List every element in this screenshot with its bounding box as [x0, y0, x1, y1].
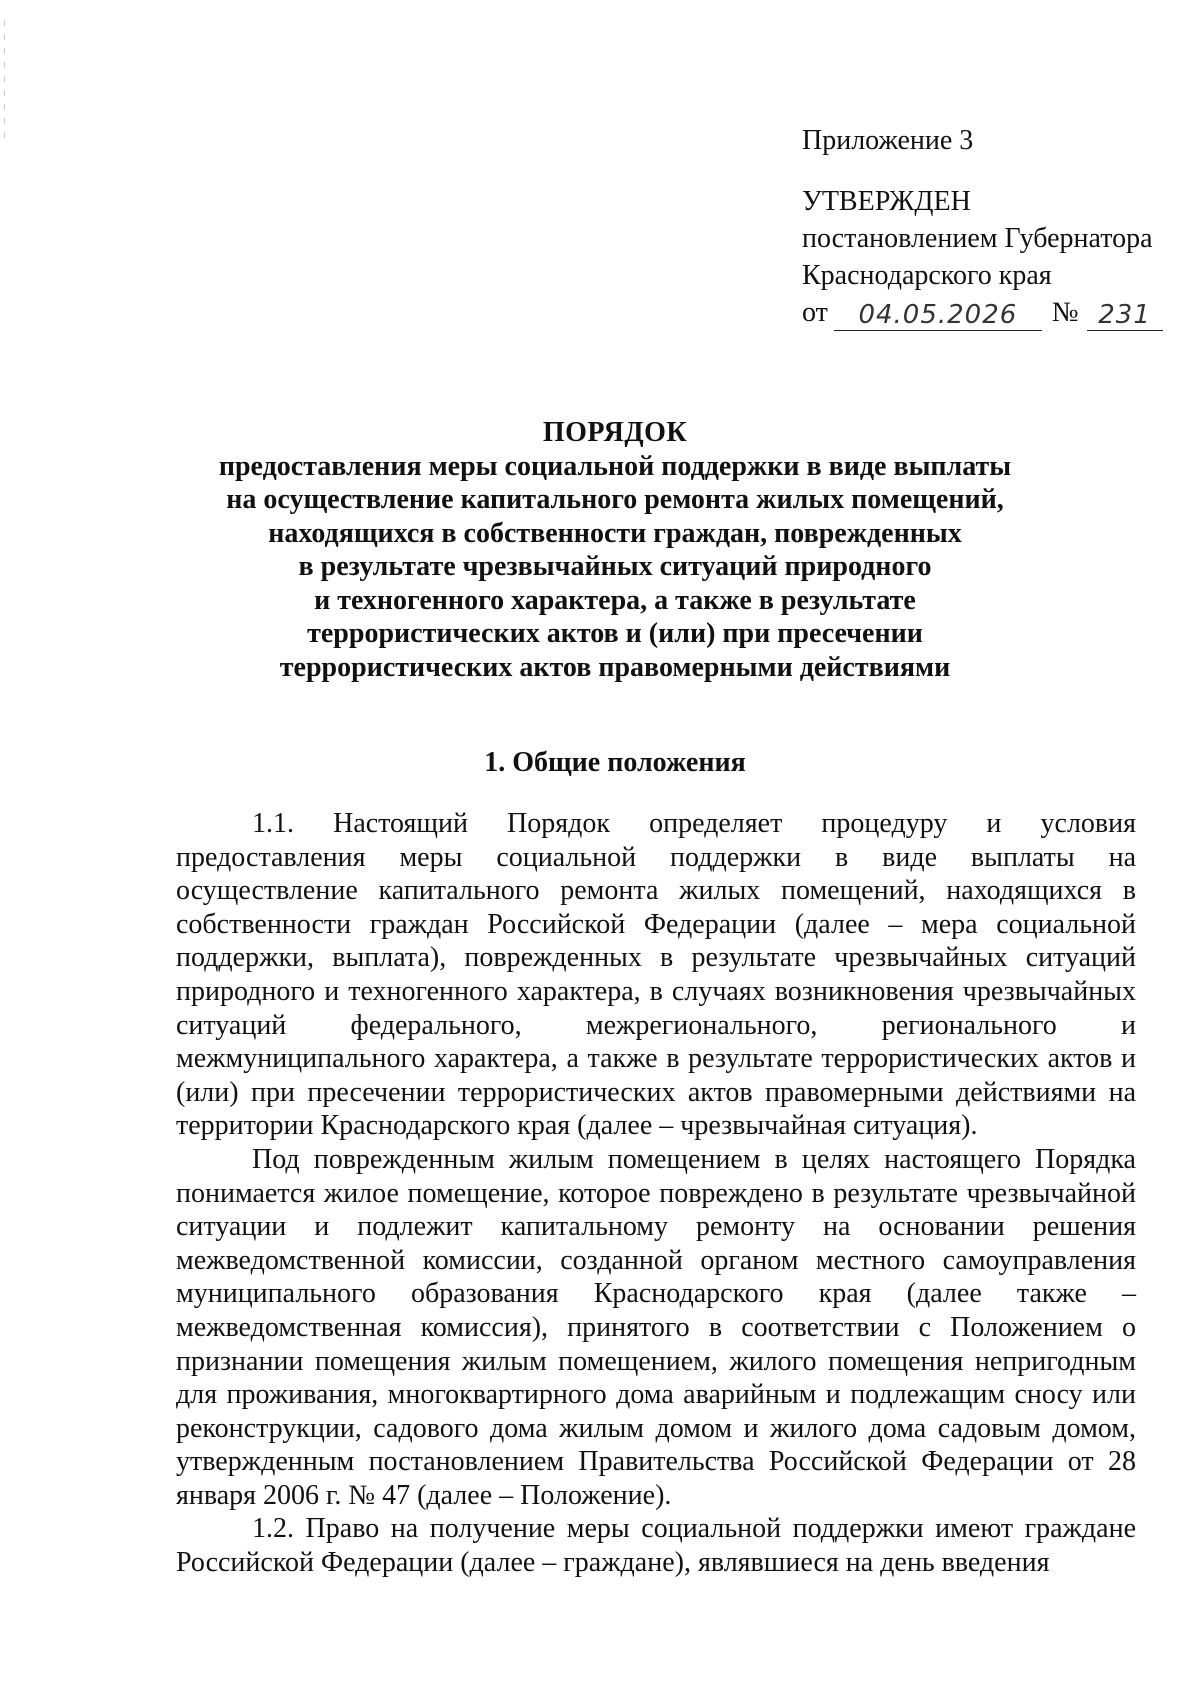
title-main: ПОРЯДОК — [542, 417, 688, 448]
paragraph: 1.2. Право на получение меры социальной поддержки имеют граждане Российской Федерации (далее – граждане), являвшиеся на день введения — [176, 1513, 1136, 1579]
title-line: террористических актов правомерными действиями — [279, 651, 951, 683]
title-line: и техногенного характера, а также в результате — [314, 584, 916, 616]
handwritten-number: 231 — [1087, 300, 1163, 331]
scan-edge-artifact — [4, 20, 5, 140]
date-prefix: от — [802, 297, 828, 328]
section-heading: 1. Общие положения — [484, 747, 746, 778]
date-number-line — [802, 294, 1182, 331]
appendix-label: Приложение 3 — [802, 125, 974, 156]
approved-by-line-2: Краснодарского края — [802, 260, 1052, 291]
approved-label: УТВЕРЖДЕН — [802, 186, 971, 217]
title-line: на осуществление капитального ремонта жилых помещений, — [226, 484, 1004, 515]
title-line: находящихся в собственности граждан, поврежденных — [268, 517, 962, 549]
handwritten-date: 04.05.2026 — [834, 300, 1042, 331]
title-line: террористических актов и (или) при пресечении — [307, 618, 923, 649]
title-line: в результате чрезвычайных ситуаций природного — [298, 551, 932, 582]
paragraph: Под поврежденным жилым помещением в целях настоящего Порядка понимается жилое помещение, которое повреждено в результате чрезвычайной ситуации и подлежит капитальному ремонту на основании решения межведомственной комиссии, созданной органом местного самоуправления муниципального образования Краснодарского края (далее также – межведомственная комиссия), принятого в соответствии с Положением о признании помещения жилым помещением, жилого помещения непригодным для проживания, многоквартирного дома аварийным и подлежащим сносу или реконструкции, садового дома жилым домом и жилого дома садовым домом, утвержденным постановлением Правительства Российской Федерации от 28 января 2006 г. № 47 (далее – Положение). — [176, 1143, 1136, 1511]
approved-by-line-1: постановлением Губернатора — [802, 223, 1153, 254]
title-line: предоставления меры социальной поддержки в виде выплаты — [218, 450, 1012, 482]
number-prefix: № — [1051, 297, 1079, 328]
approval-block — [802, 122, 1182, 331]
paragraph: 1.1. Настоящий Порядок определяет процедуру и условия предоставления меры социальной поддержки в виде выплаты на осуществление капитального ремонта жилых помещений, находящихся в собственности граждан Российской Федерации (далее – мера социальной поддержки, выплата), поврежденных в результате чрезвычайных ситуаций природного и техногенного характера, в случаях возникновения чрезвычайных ситуаций федерального, межрегионального, регионального и межмуниципального характера, а также в результате террористических актов и (или) при пресечении террористических актов правомерными действиями на территории Краснодарского края (далее – чрезвычайная ситуация). — [176, 808, 1136, 1142]
body-text — [176, 807, 1136, 1580]
document-title — [200, 416, 1030, 684]
